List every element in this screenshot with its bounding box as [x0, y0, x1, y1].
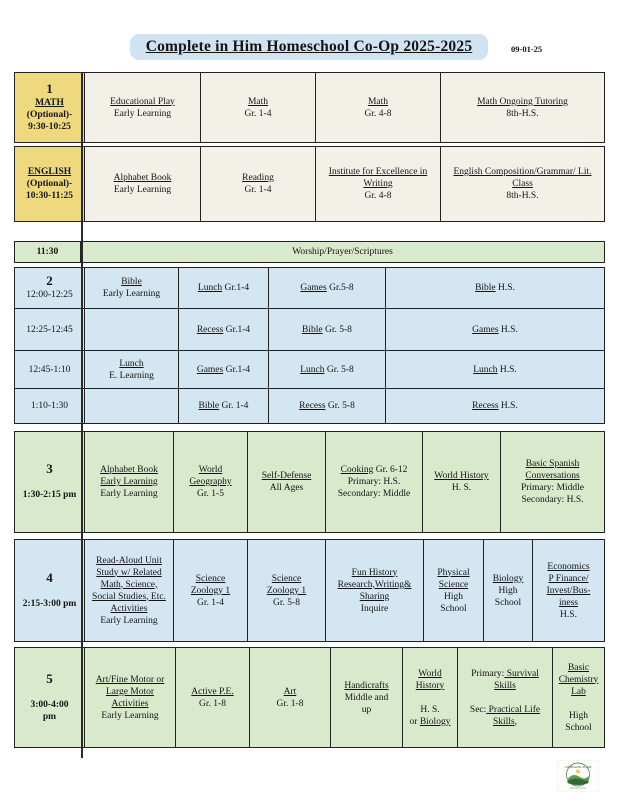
class-cell: Biology High School: [484, 540, 533, 642]
period-5-block: [14, 647, 605, 748]
class-cell: [85, 389, 179, 424]
time-cell: 4 2:15-3:00 pm: [15, 540, 85, 642]
schedule-tables: [14, 72, 604, 748]
class-cell: Lunch Gr.1-4: [179, 268, 269, 309]
class-cell: World Geography Gr. 1-5: [174, 432, 248, 533]
class-cell: Bible Gr. 5-8: [269, 309, 386, 351]
class-cell: Art Gr. 1-8: [250, 648, 331, 748]
class-cell: Alphabet Book Early Learning: [85, 147, 201, 222]
class-cell: Math Ongoing Tutoring 8th-H.S.: [441, 73, 605, 143]
class-cell: Economics P Finance/ Invest/Bus- iness H.S.: [533, 540, 605, 642]
class-cell: Primary: Survival Skills Sec: Practical Life Skills,: [458, 648, 553, 748]
time-cell: 5 3:00-4:00 pm: [15, 648, 85, 748]
class-cell: Recess H.S.: [386, 389, 605, 424]
class-cell: Recess Gr.1-4: [179, 309, 269, 351]
period-2-block: [14, 267, 605, 424]
period-3-block: [14, 431, 605, 533]
class-cell: Bible Gr. 1-4: [179, 389, 269, 424]
class-cell: Math Gr. 1-4: [201, 73, 316, 143]
time-cell: 1 MATH (Optional)- 9:30-10:25: [15, 73, 85, 143]
class-cell: Handicrafts Middle and up: [331, 648, 403, 748]
class-cell: Lunch H.S.: [386, 351, 605, 389]
time-cell: ENGLISH (Optional)- 10:30-11:25: [15, 147, 85, 222]
class-cell: Institute for Excellence in Writing Gr. 4-8: [316, 147, 441, 222]
period-1-math-row: [14, 72, 605, 143]
class-cell: Physical Science High School: [424, 540, 484, 642]
class-cell: Reading Gr. 1-4: [201, 147, 316, 222]
logo-sun-icon: [576, 770, 580, 774]
class-cell: World History H. S. or Biology: [403, 648, 458, 748]
class-cell: Alphabet Book Early Learning Early Learning: [85, 432, 174, 533]
class-cell: [85, 309, 179, 351]
page-title: Complete in Him Homeschool Co-Op 2025-2025: [130, 34, 489, 60]
period-4-block: [14, 539, 605, 642]
class-cell: Science Zoology 1 Gr. 5-8: [248, 540, 326, 642]
class-cell: World History H. S.: [423, 432, 501, 533]
class-cell: Games H.S.: [386, 309, 605, 351]
class-cell: Games Gr.5-8: [269, 268, 386, 309]
class-cell: Fun History Research,Writing& Sharing Inquire: [326, 540, 424, 642]
class-cell: English Composition/Grammar/ Lit. Class 8th-H.S.: [441, 147, 605, 222]
co-op-logo: [557, 760, 599, 792]
time-cell: 3 1:30-2:15 pm: [15, 432, 85, 533]
class-cell: Lunch E. Learning: [85, 351, 179, 389]
worship-row: [14, 241, 605, 263]
class-cell: Active P.E. Gr. 1-8: [176, 648, 250, 748]
logo-arc-text: COMPLETE IN HIM: [564, 765, 592, 770]
time-cell: 1:10-1:30: [15, 389, 85, 424]
class-cell: Science Zoology 1 Gr. 1-4: [174, 540, 248, 642]
class-cell: Bible Early Learning: [85, 268, 179, 309]
logo-subtext-line: [570, 788, 586, 789]
time-cell: 11:30: [15, 242, 81, 263]
vertical-rule: [81, 72, 83, 758]
time-cell: 2 12:00-12:25: [15, 268, 85, 309]
time-cell: 12:25-12:45: [15, 309, 85, 351]
class-cell: Cooking Gr. 6-12 Primary: H.S. Secondary: Middle: [326, 432, 423, 533]
class-cell: Basic Spanish Conversations Primary: Middle Secondary: H.S.: [501, 432, 605, 533]
class-cell: Games Gr.1-4: [179, 351, 269, 389]
class-cell: Basic Chemistry Lab High School: [553, 648, 605, 748]
class-cell: Bible H.S.: [386, 268, 605, 309]
class-cell: Worship/Prayer/Scriptures: [81, 242, 605, 263]
period-1-english-row: [14, 146, 605, 222]
class-cell: Lunch Gr. 5-8: [269, 351, 386, 389]
class-cell: Art/Fine Motor or Large Motor Activities Early Learning: [85, 648, 176, 748]
class-cell: Recess Gr. 5-8: [269, 389, 386, 424]
class-cell: Educational Play Early Learning: [85, 73, 201, 143]
class-cell: Math Gr. 4-8: [316, 73, 441, 143]
date-label: 09-01-25: [511, 44, 543, 54]
time-cell: 12:45-1:10: [15, 351, 85, 389]
class-cell: Read-Aloud Unit Study w/ Related Math, Science, Social Studies, Etc. Activities Early Learning: [85, 540, 174, 642]
class-cell: Self-Defense All Ages: [248, 432, 326, 533]
